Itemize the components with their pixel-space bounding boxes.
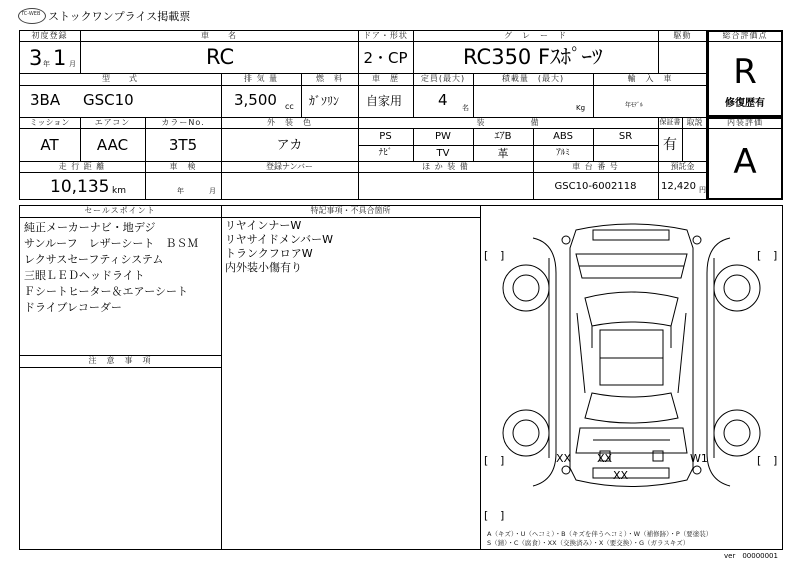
equip-pw: PW (435, 131, 451, 142)
overall-score: R (733, 52, 757, 92)
remarks-list (225, 219, 475, 275)
car-name: RC (206, 45, 235, 69)
grade: RC350 Fｽﾎﾟｰﾂ (463, 45, 603, 69)
sales-point-item: ドライブレコーダー (24, 301, 122, 314)
exterior-color: アカ (276, 138, 303, 153)
header-logo: TC-WEB (18, 8, 46, 24)
model-code: GSC10 (83, 91, 134, 109)
warranty-value: 有 (663, 137, 677, 153)
first-reg-year: 3 (29, 46, 43, 70)
sales-points-list (24, 220, 220, 316)
mission: AT (40, 136, 59, 154)
damage-legend: S（錆）・C（腐食）・XX（交換済み）・X（要交換）・G（ガラスキズ） (487, 539, 690, 547)
equip-abs: ABS (553, 131, 573, 142)
equip-tv: TV (436, 148, 450, 159)
model-prefix: 3BA (30, 91, 61, 109)
door-type: 2・CP (363, 49, 408, 67)
sales-point-item: レクサスセーフティシステム (24, 253, 164, 266)
damage-mark: XX (556, 452, 572, 465)
car-damage-diagram (481, 218, 782, 530)
displacement: 3,500 (234, 91, 277, 109)
sales-point-item: サンルーフ レザーシート ＢＳＭ (24, 237, 199, 250)
sales-point-item: 純正メーカーナビ・地デジ (24, 221, 156, 234)
interior-score: A (733, 142, 757, 182)
first-reg-month: 1 (53, 46, 67, 70)
sales-point-item: Ｆシートヒーター＆エアーシート (24, 285, 189, 298)
color-no: 3T5 (168, 136, 198, 154)
damage-legend: A（キズ）・U（ヘコミ）・B（キズを伴うヘコミ）・W（補修跡）・P（要塗装） (487, 530, 713, 538)
equip-leather: 革 (497, 147, 509, 160)
damage-mark: XX (613, 469, 629, 482)
equip-ps: PS (379, 131, 392, 142)
remark-item: トランクフロアW (225, 247, 313, 260)
aircon: AAC (96, 136, 129, 154)
sales-point-item: 三眼ＬＥＤヘッドライト (24, 269, 145, 282)
capacity: 4 (438, 91, 448, 109)
remark-item: 内外装小傷有り (225, 261, 302, 274)
equip-airbag: ｴｱB (494, 131, 512, 142)
damage-mark: W1 (690, 452, 708, 465)
document-title: ストックワンプライス掲載票 (48, 10, 191, 23)
overall-score-sub: 修復歴有 (725, 98, 765, 109)
equip-sr: SR (618, 131, 633, 142)
fuel-type: ｶﾞｿﾘﾝ (309, 94, 340, 108)
mileage: 10,135 (50, 177, 110, 197)
remark-item: リヤサイドメンバーW (225, 233, 334, 246)
version-label: ver 00000001 (724, 552, 778, 560)
equip-navi: ﾅﾋﾞ (378, 148, 393, 158)
vehicle-history: 自家用 (366, 94, 403, 108)
deposit: 12,420 (661, 181, 696, 192)
damage-mark: XX (597, 452, 613, 465)
chassis-number: GSC10-6002118 (554, 181, 637, 192)
equip-alloy: ｱﾙﾐ (556, 148, 570, 158)
remark-item: リヤインナーW (225, 219, 302, 232)
